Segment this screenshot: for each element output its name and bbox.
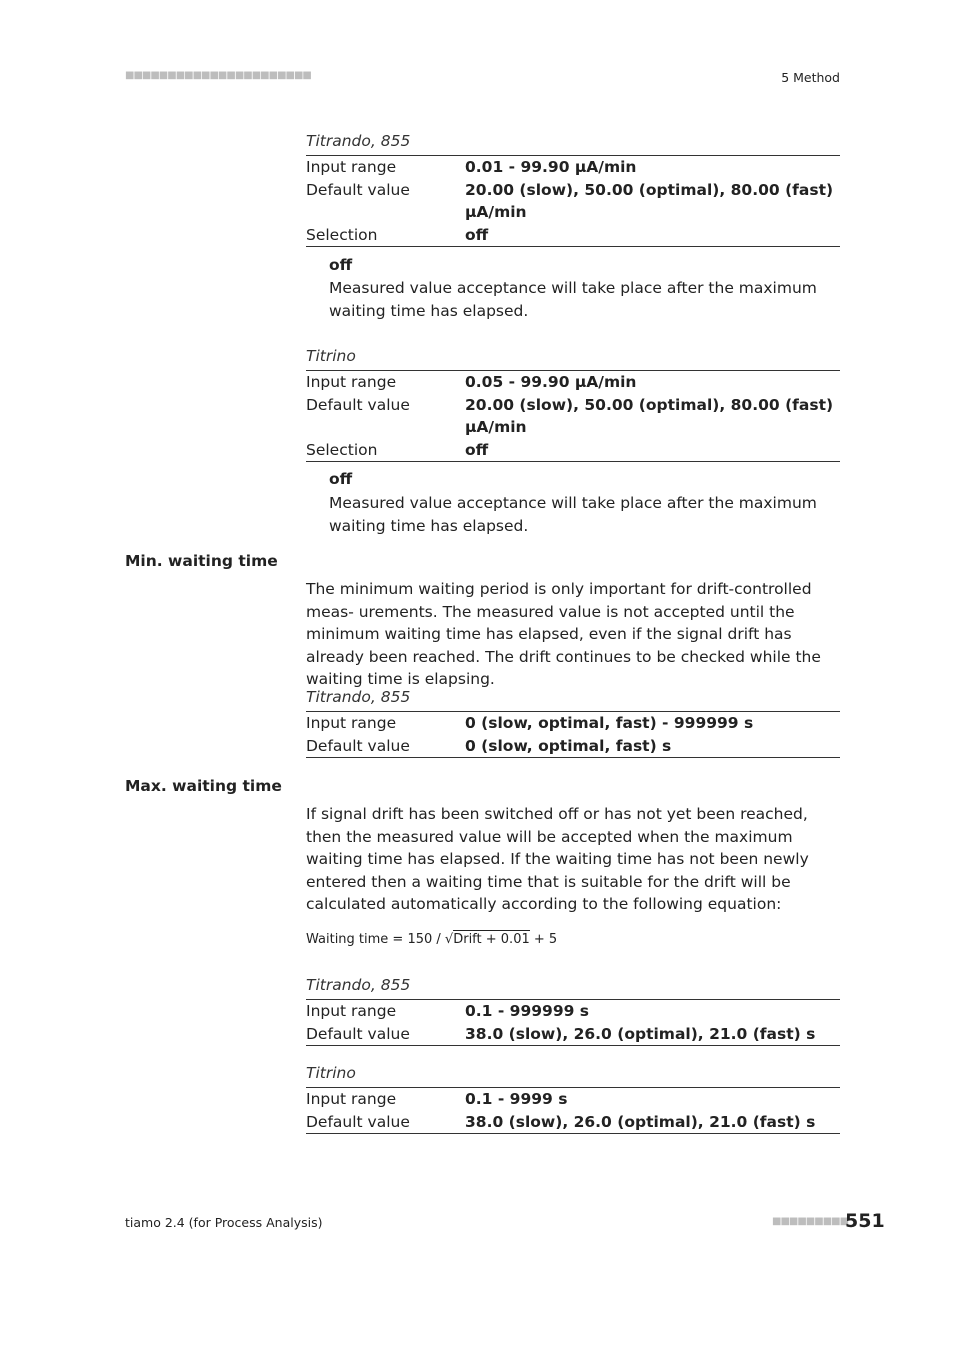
row-label: Input range bbox=[306, 1090, 397, 1108]
header-section: 5 Method bbox=[781, 70, 840, 85]
page-number: 551 bbox=[845, 1210, 885, 1232]
row-label: Selection bbox=[306, 440, 378, 459]
section-description: The minimum waiting period is only important for drift-controlled meas- urements. The measured value is not accepted until the minimum waiting time has elapsed, even if the signal drift has already been reached. The drift continues to be checked while the waiting time is elapsing. bbox=[306, 580, 821, 689]
row-value: 0 (slow, optimal, fast) s bbox=[465, 736, 672, 755]
table-row bbox=[306, 1088, 840, 1111]
row-label: Input range bbox=[306, 373, 397, 391]
footer-decoration: ■■■■■■■■■ bbox=[772, 1216, 849, 1227]
row-value: 20.00 (slow), 50.00 (optimal), 80.00 (fast) µA/min bbox=[465, 180, 834, 221]
waiting-time-equation bbox=[306, 930, 557, 947]
table-row bbox=[306, 156, 840, 179]
row-label: Default value bbox=[306, 395, 410, 414]
row-value: 38.0 (slow), 26.0 (optimal), 21.0 (fast) s bbox=[465, 1112, 816, 1131]
parameter-table bbox=[306, 999, 840, 1046]
row-value: 0.01 - 99.90 µA/min bbox=[465, 158, 637, 176]
row-label: Input range bbox=[306, 1002, 397, 1020]
footer-product: tiamo 2.4 (for Process Analysis) bbox=[125, 1215, 323, 1230]
row-label: Selection bbox=[306, 225, 378, 244]
parameter-table bbox=[306, 370, 840, 462]
section-heading: Max. waiting time bbox=[125, 777, 282, 795]
table-row bbox=[306, 735, 840, 758]
section-description: If signal drift has been switched off or has not yet been reached, then the measured value will be accepted when the maximum waiting time has elapsed. If the waiting time has not been newly entered then a waiting time that is suitable for the drift will be calculated automatically according to the following equation: bbox=[306, 805, 809, 914]
table-row bbox=[306, 394, 840, 439]
table-caption: Titrino bbox=[306, 1064, 356, 1082]
row-value: off bbox=[465, 440, 489, 459]
equation-suffix: + 5 bbox=[529, 932, 558, 947]
row-value: 0.1 - 999999 s bbox=[465, 1002, 590, 1020]
parameter-table bbox=[306, 1087, 840, 1134]
row-value: 0 (slow, optimal, fast) - 999999 s bbox=[465, 714, 754, 732]
table-caption: Titrando, 855 bbox=[306, 976, 411, 994]
row-value: 0.05 - 99.90 µA/min bbox=[465, 373, 637, 391]
row-label: Input range bbox=[306, 158, 397, 176]
table-row bbox=[306, 1023, 840, 1046]
row-label: Input range bbox=[306, 714, 397, 732]
option-description: Measured value acceptance will take place after the maximum waiting time has elapsed. bbox=[329, 279, 817, 320]
row-label: Default value bbox=[306, 1112, 410, 1131]
row-label: Default value bbox=[306, 180, 410, 199]
table-row bbox=[306, 1000, 840, 1023]
option-title: off bbox=[329, 470, 353, 488]
table-row bbox=[306, 224, 840, 247]
row-label: Default value bbox=[306, 736, 410, 755]
equation-prefix: Waiting time = 150 / bbox=[306, 932, 445, 947]
parameter-table bbox=[306, 155, 840, 247]
table-row bbox=[306, 439, 840, 462]
option-description: Measured value acceptance will take place after the maximum waiting time has elapsed. bbox=[329, 494, 817, 535]
table-row bbox=[306, 371, 840, 394]
header-decoration: ■■■■■■■■■■■■■■■■■■■■■■ bbox=[125, 70, 311, 81]
table-caption: Titrino bbox=[306, 347, 356, 365]
option-title: off bbox=[329, 256, 353, 274]
table-row bbox=[306, 179, 840, 224]
table-row bbox=[306, 1111, 840, 1134]
row-value: 20.00 (slow), 50.00 (optimal), 80.00 (fast) µA/min bbox=[465, 395, 834, 436]
sqrt-icon: √ bbox=[444, 932, 454, 947]
equation-root: Drift + 0.01 bbox=[453, 932, 530, 947]
row-value: 0.1 - 9999 s bbox=[465, 1090, 568, 1108]
parameter-table bbox=[306, 711, 840, 758]
table-row bbox=[306, 712, 840, 735]
row-value: 38.0 (slow), 26.0 (optimal), 21.0 (fast) s bbox=[465, 1024, 816, 1043]
section-heading: Min. waiting time bbox=[125, 552, 278, 570]
row-value: off bbox=[465, 225, 489, 244]
table-caption: Titrando, 855 bbox=[306, 688, 411, 706]
row-label: Default value bbox=[306, 1024, 410, 1043]
table-caption: Titrando, 855 bbox=[306, 132, 411, 150]
